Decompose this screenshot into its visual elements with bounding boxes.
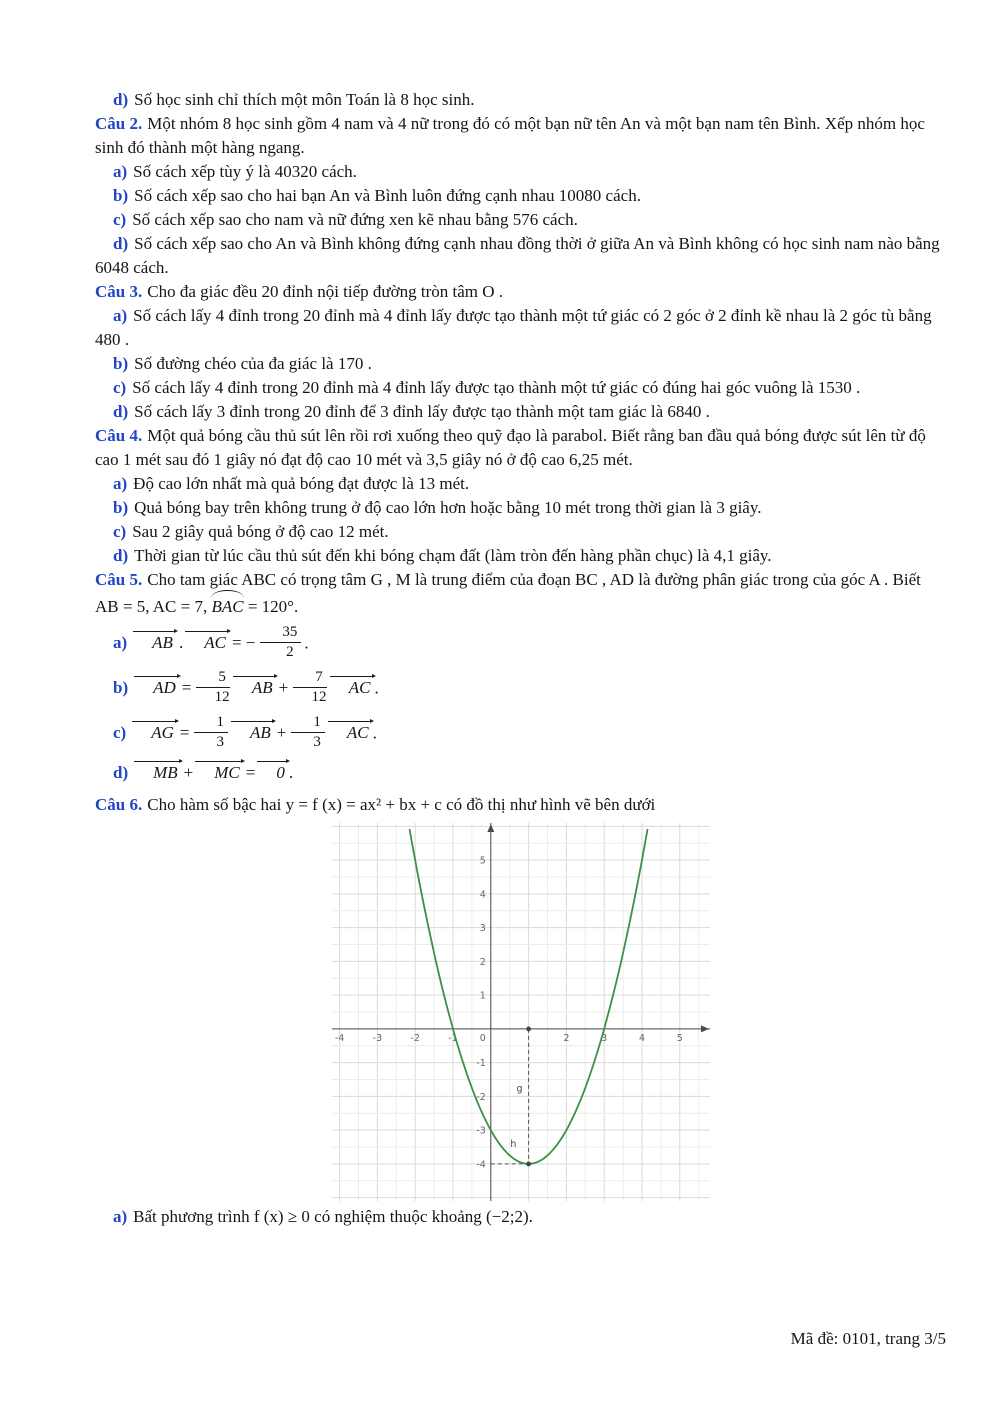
math-end: . [374, 678, 379, 698]
item-text: Số cách xếp sao cho hai bạn An và Bình luôn đứng cạnh nhau 10080 cách. [134, 186, 641, 205]
fraction [291, 714, 325, 751]
denominator: 3 [216, 734, 224, 750]
fraction [196, 669, 230, 706]
vector-AB: AB [133, 631, 177, 652]
question-label: Câu 5. [95, 570, 143, 589]
item-label: c) [113, 723, 127, 743]
angle-widehat-BAC: BAC [211, 592, 243, 619]
question-intro-text: Một nhóm 8 học sinh gồm 4 nam và 4 nữ trong đó có một bạn nữ tên An và một bạn nam tên Bình. Xếp nhóm học sinh đó thành một hàng ngang. [95, 114, 925, 157]
x-axis-arrow [701, 1025, 709, 1032]
question-intro-text-2: = 120°. [243, 597, 299, 616]
denominator: 12 [311, 689, 327, 705]
denominator: 2 [286, 644, 294, 660]
question-item [95, 160, 946, 184]
parabola-graph-figure [332, 823, 710, 1201]
vector-AG: AG [132, 721, 178, 742]
question-label: Câu 2. [95, 114, 143, 133]
tick-label: 2 [562, 1032, 569, 1044]
math-op-plus: + [183, 763, 194, 782]
item-text: Độ cao lớn nhất mà quả bóng đạt được là 13 mét. [133, 474, 470, 493]
question-item [95, 184, 946, 208]
vector-MB: MB [134, 761, 182, 782]
fraction [194, 714, 228, 751]
fraction [260, 624, 301, 661]
item-label: d) [113, 90, 129, 109]
tick-label: -2 [475, 1091, 486, 1103]
vector-AC: AC [328, 721, 373, 742]
graph-annotation: g [516, 1083, 523, 1095]
item-text: Số cách lấy 4 đỉnh trong 20 đỉnh mà 4 đỉnh lấy được tạo thành một tứ giác có 2 góc ở 2 đỉnh kề nhau là 2 góc tù bằng 480 . [95, 306, 932, 349]
marked-point [526, 1162, 531, 1167]
item-text: Quả bóng bay trên không trung ở độ cao lớn hơn hoặc bằng 10 mét trong thời gian là 3 giây. [134, 498, 762, 517]
item-text: Sau 2 giây quả bóng ở độ cao 12 mét. [132, 522, 389, 541]
question-item-math [95, 761, 946, 785]
item-text: Số cách xếp sao cho An và Bình không đứng cạnh nhau đồng thời ở giữa An và Bình không có học sinh nam nào bằng 6048 cách. [95, 234, 940, 277]
vector-AC: AC [185, 631, 230, 652]
tick-label: 5 [479, 855, 486, 867]
tick-label: 4 [479, 889, 486, 901]
question-intro-text: Cho tam giác ABC có trọng tâm G , M là trung điểm của đoạn BC , AD là đường phân giác trong của góc A . Biết AB = 5, AC = 7, [95, 570, 921, 616]
item-label: d) [113, 234, 129, 253]
page-footer: Mã đề: 0101, trang 3/5 [790, 1329, 946, 1348]
item-label: a) [113, 633, 128, 653]
numerator: 7 [293, 669, 327, 688]
tick-label: 4 [638, 1032, 645, 1044]
item-label: b) [113, 186, 129, 205]
y-axis-arrow [487, 824, 494, 832]
vector-zero: 0 [257, 761, 289, 782]
item-label: b) [113, 354, 129, 373]
question-label: Câu 6. [95, 795, 143, 814]
numerator: 1 [291, 714, 325, 733]
item-text: Bất phương trình f (x) ≥ 0 có nghiệm thuộc khoảng (−2;2). [133, 1207, 533, 1226]
question-item [95, 376, 946, 400]
math-end: . [304, 633, 309, 653]
marked-point [526, 1027, 531, 1032]
tick-label: 2 [479, 956, 486, 968]
vector-AC: AC [330, 676, 375, 697]
math-end: . [288, 763, 294, 782]
math-end: . [372, 723, 377, 743]
item-label: c) [113, 210, 127, 229]
question-item [95, 544, 946, 568]
tick-label: 3 [479, 923, 486, 935]
tick-label: -3 [475, 1125, 486, 1137]
numerator: 1 [194, 714, 228, 733]
item-label: b) [113, 498, 129, 517]
tick-label: -4 [475, 1159, 486, 1171]
item-label: d) [113, 763, 129, 782]
vector-AB: AB [231, 721, 275, 742]
tick-label: 3 [600, 1032, 607, 1044]
item-label: c) [113, 522, 127, 541]
question-label: Câu 3. [95, 282, 143, 301]
math-op-eq: = − [231, 633, 256, 653]
graph-annotation: h [509, 1139, 516, 1150]
question-item [95, 520, 946, 544]
tick-label: -2 [409, 1032, 420, 1044]
denominator: 3 [313, 734, 321, 750]
item-text: Số học sinh chỉ thích một môn Toán là 8 học sinh. [134, 90, 475, 109]
vector-AB: AB [233, 676, 277, 697]
question-item [95, 208, 946, 232]
question-intro-text: Cho đa giác đều 20 đỉnh nội tiếp đường tròn tâm O . [147, 282, 504, 301]
question-label: Câu 4. [95, 426, 143, 445]
math-op-dot: . [178, 633, 184, 653]
tick-label: -3 [372, 1032, 382, 1044]
statement-d-toan [95, 88, 946, 112]
item-text: Số cách lấy 3 đỉnh trong 20 đỉnh để 3 đỉnh lấy được tạo thành một tam giác là 6840 . [134, 402, 710, 421]
math-op-plus: + [276, 723, 287, 743]
question-item [95, 472, 946, 496]
item-text: Số đường chéo của đa giác là 170 . [134, 354, 372, 373]
item-label: d) [113, 546, 129, 565]
question-item-math [95, 716, 946, 753]
tick-label: 0 [479, 1032, 486, 1044]
question-item [95, 400, 946, 424]
question-item [95, 304, 946, 352]
item-text: Số cách xếp sao cho nam và nữ đứng xen kẽ nhau bằng 576 cách. [132, 210, 578, 229]
question-intro-text: Cho hàm số bậc hai y = f (x) = ax² + bx + c có đồ thị như hình vẽ bên dưới [147, 795, 656, 814]
denominator: 12 [214, 689, 230, 705]
item-label: b) [113, 678, 129, 698]
math-op-eq: = [245, 763, 256, 782]
question-item-math [95, 671, 946, 708]
parabola-graph [332, 823, 710, 1201]
item-label: d) [113, 402, 129, 421]
item-label: a) [113, 306, 128, 325]
question-5-intro [95, 568, 946, 619]
item-label: c) [113, 378, 127, 397]
math-op-eq: = [179, 723, 190, 743]
tick-label: -4 [334, 1032, 344, 1044]
item-label: a) [113, 162, 128, 181]
numerator: 35 [260, 624, 301, 643]
math-op-plus: + [278, 678, 289, 698]
vector-AD: AD [134, 676, 180, 697]
question-2-intro [95, 112, 946, 160]
tick-label: 1 [479, 990, 486, 1002]
item-text: Số cách xếp tùy ý là 40320 cách. [133, 162, 357, 181]
question-intro-text: Một quả bóng cầu thủ sút lên rồi rơi xuống theo quỹ đạo là parabol. Biết rằng ban đầu quả bóng được sút lên từ độ cao 1 mét sau đó 1 giây nó đạt độ cao 10 mét và 3,5 giây nó ở độ cao 6,25 mét. [95, 426, 926, 469]
tick-label: -1 [475, 1058, 486, 1070]
question-6-intro [95, 793, 946, 817]
math-op-eq: = [181, 678, 192, 698]
question-item [95, 352, 946, 376]
question-item [95, 1205, 946, 1229]
numerator: 5 [196, 669, 230, 688]
vector-MC: MC [195, 761, 244, 782]
question-4-intro [95, 424, 946, 472]
fraction [293, 669, 327, 706]
tick-label: -1 [447, 1032, 458, 1044]
item-text: Thời gian từ lúc cầu thủ sút đến khi bóng chạm đất (làm tròn đến hàng phần chục) là 4,1 giây. [134, 546, 772, 565]
question-item [95, 232, 946, 280]
tick-label: 5 [676, 1032, 683, 1044]
item-label: a) [113, 474, 128, 493]
question-item-math [95, 626, 946, 663]
question-item [95, 496, 946, 520]
question-3-intro [95, 280, 946, 304]
item-text: Số cách lấy 4 đỉnh trong 20 đỉnh mà 4 đỉnh lấy được tạo thành một tứ giác có đúng hai góc vuông là 1530 . [132, 378, 861, 397]
item-label: a) [113, 1207, 128, 1226]
